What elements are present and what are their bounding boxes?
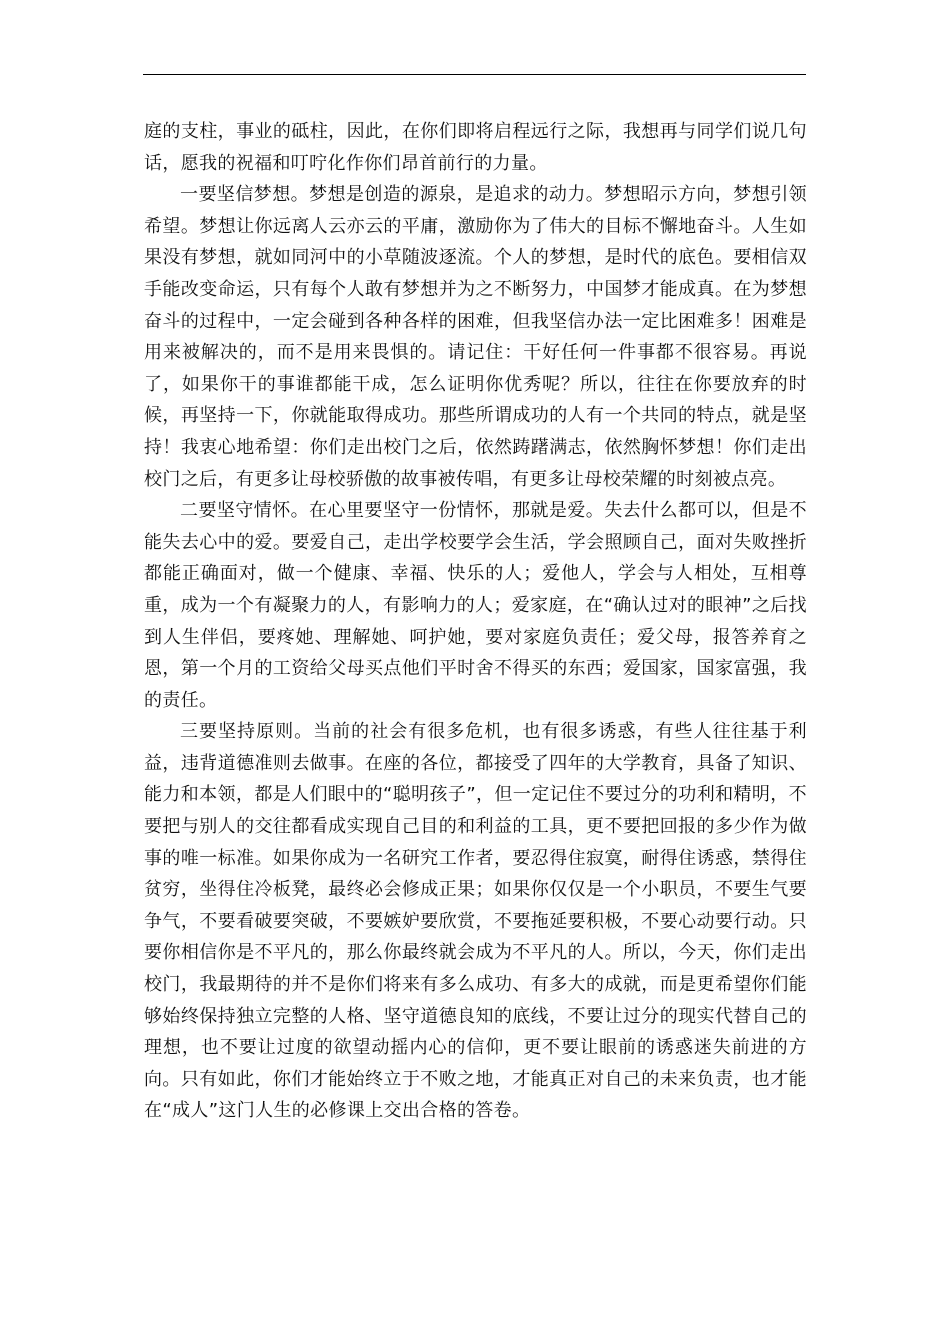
header-rule — [143, 74, 806, 75]
paragraph-principle: 三要坚持原则。当前的社会有很多危机，也有很多诱惑，有些人往往基于利益，违背道德准则去做事。在座的各位，都接受了四年的大学教育，具备了知识、能力和本领，都是人们眼中的“聪明孩子”，但一定记住不要过分的功利和精明，不要把与别人的交往都看成实现自己目的和利益的工具，更不要把回报的多少作为做事的唯一标准。如果你成为一名研究工作者，要忍得住寂寞，耐得住诱惑，禁得住贫穷，坐得住冷板凳，最终必会修成正果；如果你仅仅是一个小职员，不要生气要争气，不要看破要突破，不要嫉妒要欣赏，不要拖延要积极，不要心动要行动。只要你相信你是不平凡的，那么你最终就会成为不平凡的人。所以，今天，你们走出校门，我最期待的并不是你们将来有多么成功、有多大的成就，而是更希望你们能够始终保持独立完整的人格、坚守道德良知的底线，不要让过分的现实代替自己的理想，也不要让过度的欲望动摇内心的信仰，更不要让眼前的诱惑迷失前进的方向。只有如此，你们才能始终立于不败之地，才能真正对自己的未来负责，也才能在“成人”这门人生的必修课上交出合格的答卷。 — [144, 721, 807, 1122]
paragraph-sentiment: 二要坚守情怀。在心里要坚守一份情怀，那就是爱。失去什么都可以，但是不能失去心中的爱。要爱自己，走出学校要学会生活，学会照顾自己，面对失败挫折都能正确面对，做一个健康、幸福、快乐的人；爱他人，学会与人相处，互相尊重，成为一个有凝聚力的人，有影响力的人；爱家庭，在“确认过对的眼神”之后找到人生伴侣，要疼她、理解她、呵护她，要对家庭负责任；爱父母，报答养育之恩，第一个月的工资给父母买点他们平时舍不得买的东西；爱国家，国家富强，我的责任。 — [144, 500, 807, 711]
paragraph-dream: 一要坚信梦想。梦想是创造的源泉，是追求的动力。梦想昭示方向，梦想引领希望。梦想让你远离人云亦云的平庸，激励你为了伟大的目标不懈地奋斗。人生如果没有梦想，就如同河中的小草随波逐流。个人的梦想，是时代的底色。要相信双手能改变命运，只有每个人敢有梦想并为之不断努力，中国梦才能成真。在为梦想奋斗的过程中，一定会碰到各种各样的困难，但我坚信办法一定比困难多！困难是用来被解决的，而不是用来畏惧的。请记住：干好任何一件事都不很容易。再说了，如果你干的事谁都能干成，怎么证明你优秀呢？所以，往往在你要放弃的时候，再坚持一下，你就能取得成功。那些所谓成功的人有一个共同的特点，就是坚持！我衷心地希望：你们走出校门之后，依然踌躇满志，依然胸怀梦想！你们走出校门之后，有更多让母校骄傲的故事被传唱，有更多让母校荣耀的时刻被点亮。 — [144, 184, 807, 490]
body-text — [144, 116, 807, 1127]
paragraph-continuation: 庭的支柱，事业的砥柱，因此，在你们即将启程远行之际，我想再与同学们说几句话，愿我的祝福和叮咛化作你们昂首前行的力量。 — [144, 121, 807, 174]
